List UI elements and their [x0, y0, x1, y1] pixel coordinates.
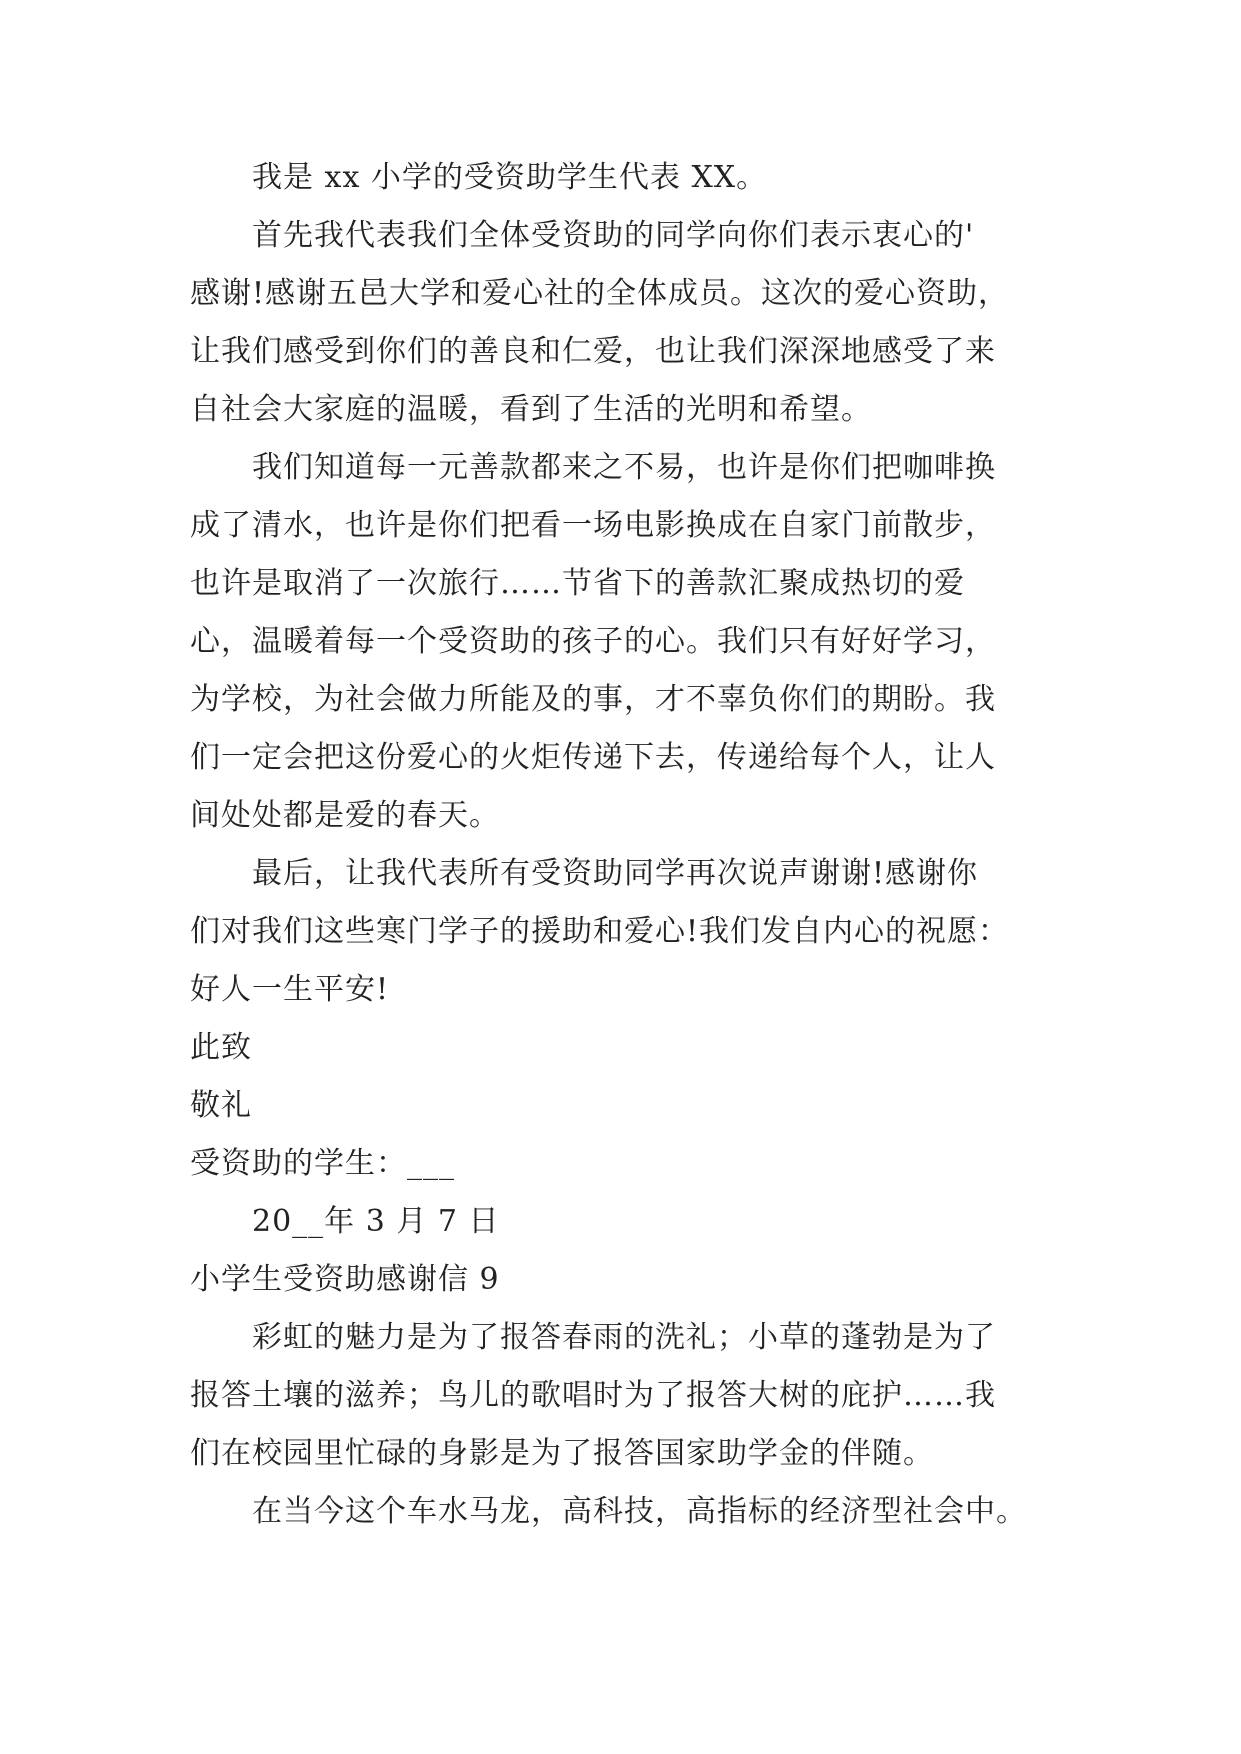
- text-line: 好人一生平安!: [190, 972, 390, 1007]
- text-line: 间处处都是爱的春天。: [190, 798, 500, 833]
- text-line: 让我们感受到你们的善良和仁爱，也让我们深深地感受了来: [190, 334, 996, 369]
- text-line: 自社会大家庭的温暖，看到了生活的光明和希望。: [190, 392, 872, 427]
- section-title: 小学生受资助感谢信 9: [190, 1262, 500, 1297]
- text-line: 我们知道每一元善款都来之不易，也许是你们把咖啡换: [252, 450, 996, 485]
- closing-line: 敬礼: [190, 1088, 252, 1123]
- text-line: 们对我们这些寒门学子的援助和爱心!我们发自内心的祝愿：: [190, 914, 1010, 949]
- text-line: 们一定会把这份爱心的火炬传递下去，传递给每个人，让人: [190, 740, 996, 775]
- text-line: 彩虹的魅力是为了报答春雨的洗礼；小草的蓬勃是为了: [252, 1320, 996, 1355]
- text-line: 们在校园里忙碌的身影是为了报答国家助学金的伴随。: [190, 1436, 934, 1471]
- text-line: 也许是取消了一次旅行……节省下的善款汇聚成热切的爱: [190, 566, 965, 601]
- text-line: 首先我代表我们全体受资助的同学向你们表示衷心的': [252, 218, 975, 253]
- text-line: 为学校，为社会做力所能及的事，才不辜负你们的期盼。我: [190, 682, 996, 717]
- text-line: 最后，让我代表所有受资助同学再次说声谢谢!感谢你: [252, 856, 979, 891]
- text-line: 报答土壤的滋养；鸟儿的歌唱时为了报答大树的庇护……我: [190, 1378, 996, 1413]
- text-line: 心，温暖着每一个受资助的孩子的心。我们只有好好学习，: [190, 624, 996, 659]
- text-line: 在当今这个车水马龙，高科技，高指标的经济型社会中。: [252, 1494, 1027, 1529]
- text-line: 成了清水，也许是你们把看一场电影换成在自家门前散步，: [190, 508, 996, 543]
- closing-line: 此致: [190, 1030, 252, 1065]
- signature-line: 受资助的学生：___: [190, 1146, 455, 1181]
- date-line: 20__年 3 月 7 日: [252, 1204, 500, 1239]
- text-line: 我是 xx 小学的受资助学生代表 XX。: [252, 160, 768, 195]
- text-line: 感谢!感谢五邑大学和爱心社的全体成员。这次的爱心资助，: [190, 276, 1010, 311]
